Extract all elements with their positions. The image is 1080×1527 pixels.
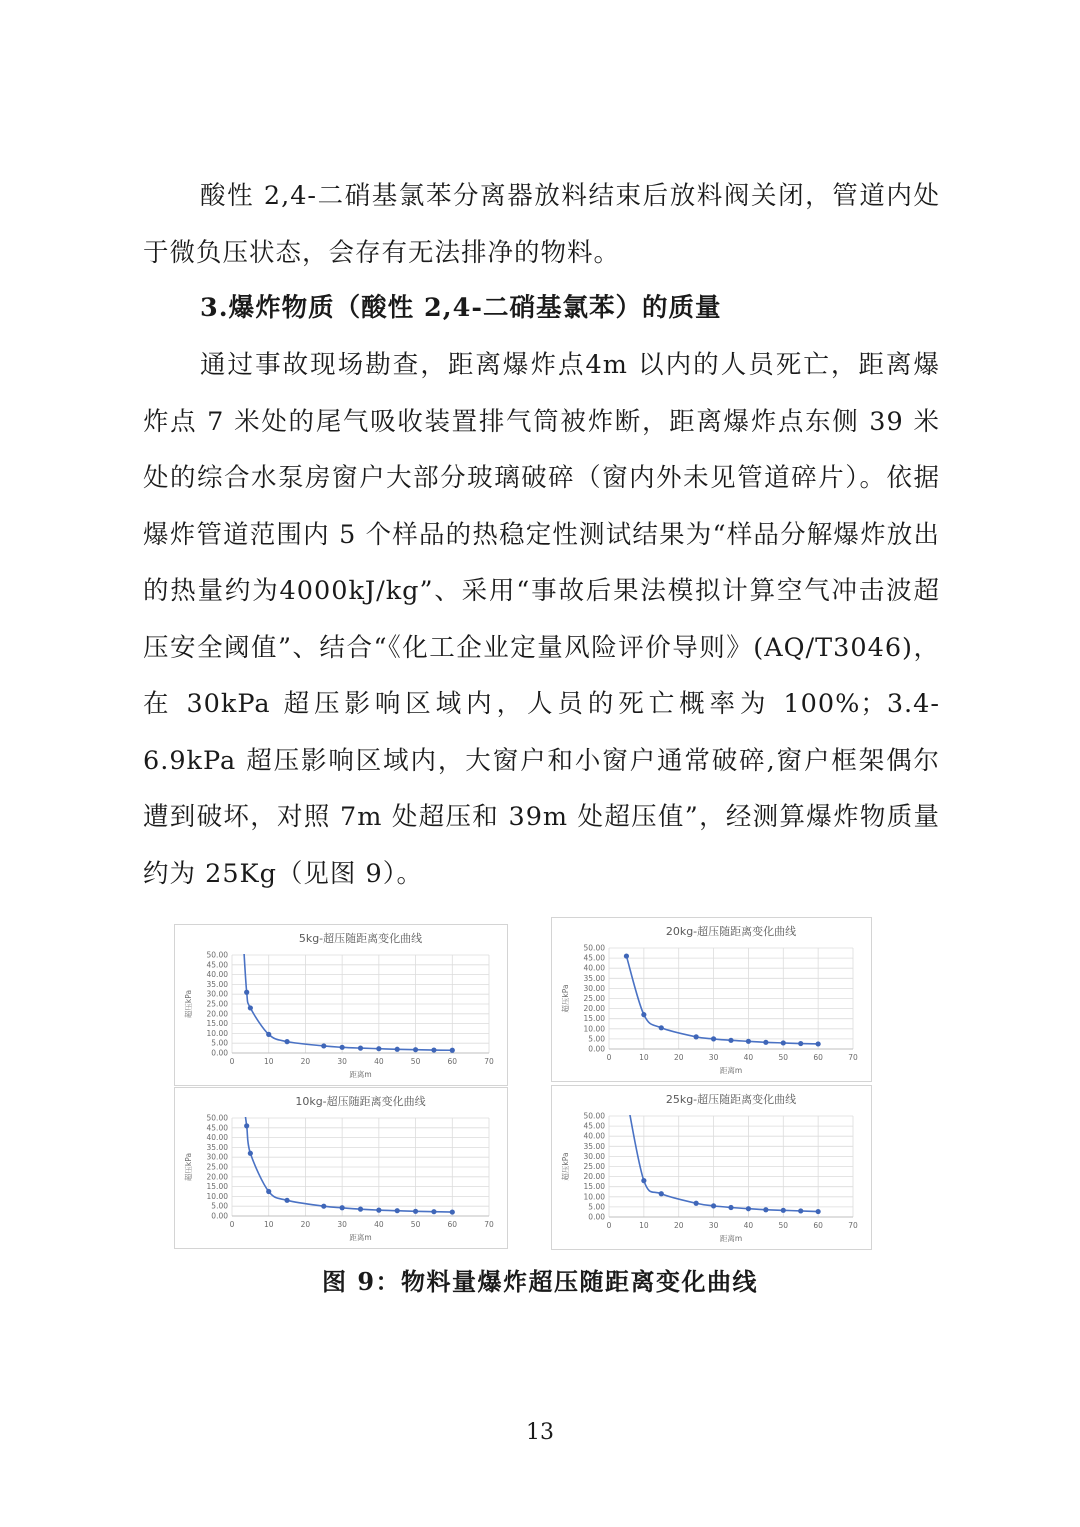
data-point [376, 1208, 381, 1213]
x-tick-label: 10 [639, 1053, 649, 1062]
y-tick-label: 0.00 [588, 1044, 605, 1054]
y-tick-label: 45.00 [583, 1121, 605, 1131]
data-point [284, 1198, 289, 1203]
x-tick-label: 50 [410, 1057, 421, 1066]
y-tick-label: 40.00 [583, 1131, 605, 1141]
y-axis-label: 超压kPa [184, 1152, 193, 1182]
chart-svg [175, 925, 507, 1085]
data-point [340, 1205, 345, 1210]
data-point [798, 1041, 803, 1046]
page-number: 13 [526, 1420, 554, 1445]
y-tick-label: 30.00 [583, 1151, 605, 1161]
y-tick-label: 30.00 [583, 983, 605, 993]
x-tick-label: 60 [813, 1221, 823, 1230]
data-point [781, 1040, 786, 1045]
y-tick-label: 45.00 [206, 1123, 228, 1133]
y-tick-label: 35.00 [583, 973, 605, 983]
x-tick-label: 0 [606, 1221, 612, 1230]
chart-5kg [174, 924, 508, 1086]
data-point [340, 1045, 345, 1050]
x-tick-label: 70 [848, 1053, 858, 1062]
y-tick-label: 0.00 [211, 1048, 228, 1058]
y-tick-label: 5.00 [211, 1201, 228, 1211]
x-tick-label: 10 [639, 1221, 649, 1230]
x-tick-label: 60 [447, 1220, 458, 1229]
chart-20kg [551, 917, 872, 1082]
y-tick-label: 10.00 [583, 1192, 605, 1202]
data-point [763, 1207, 768, 1212]
data-point [798, 1208, 803, 1213]
data-point [450, 1048, 455, 1053]
data-point [244, 990, 249, 995]
x-tick-label: 60 [813, 1053, 823, 1062]
chart-title: 25kg-超压随距离变化曲线 [665, 1093, 797, 1106]
x-axis-label: 距离m [719, 1234, 743, 1243]
data-point [746, 1206, 751, 1211]
data-point [641, 1012, 646, 1017]
y-tick-label: 10.00 [583, 1024, 605, 1034]
y-tick-label: 20.00 [583, 1172, 605, 1182]
x-tick-label: 70 [848, 1221, 858, 1230]
y-tick-label: 50.00 [206, 950, 228, 960]
data-point [376, 1046, 381, 1051]
data-point [358, 1207, 363, 1212]
x-tick-label: 70 [484, 1057, 494, 1066]
y-tick-label: 40.00 [206, 970, 228, 980]
chart-title: 10kg-超压随距离变化曲线 [295, 1095, 426, 1108]
x-tick-label: 30 [337, 1220, 347, 1229]
paragraph-discharge: 酸性 2,4-二硝基氯苯分离器放料结束后放料阀关闭，管道内处于微负压状态，会存有无法排净的物料。 [143, 181, 940, 268]
y-tick-label: 20.00 [206, 1009, 228, 1019]
y-tick-label: 30.00 [206, 989, 228, 999]
y-tick-label: 25.00 [583, 994, 605, 1003]
data-point [358, 1046, 363, 1051]
y-tick-label: 25.00 [206, 999, 228, 1009]
data-point [781, 1208, 786, 1213]
y-tick-label: 10.00 [206, 1191, 228, 1201]
x-tick-label: 30 [337, 1057, 347, 1066]
series-line [243, 1098, 452, 1212]
data-point [395, 1047, 400, 1052]
y-tick-label: 5.00 [588, 1034, 605, 1044]
x-tick-label: 40 [374, 1220, 384, 1229]
data-point [763, 1040, 768, 1045]
chart-title: 5kg-超压随距离变化曲线 [298, 932, 423, 945]
x-tick-label: 10 [263, 1220, 274, 1229]
y-tick-label: 25.00 [583, 1162, 605, 1171]
x-tick-label: 20 [673, 1221, 684, 1230]
data-point [321, 1043, 326, 1048]
data-point [659, 1025, 664, 1030]
x-tick-label: 0 [229, 1220, 235, 1229]
data-point [431, 1209, 436, 1214]
y-tick-label: 40.00 [206, 1133, 228, 1143]
chart-svg [175, 1088, 507, 1248]
x-tick-label: 20 [300, 1057, 311, 1066]
y-tick-label: 20.00 [583, 1004, 605, 1014]
chart-svg [552, 1086, 871, 1249]
x-tick-label: 0 [229, 1057, 235, 1066]
data-point [746, 1039, 751, 1044]
data-point [694, 1201, 699, 1206]
y-tick-label: 40.00 [583, 963, 605, 973]
y-tick-label: 15.00 [583, 1014, 605, 1024]
data-point [413, 1209, 418, 1214]
series-line [626, 1096, 818, 1212]
data-point [624, 1093, 629, 1098]
data-point [266, 1032, 271, 1037]
data-point [816, 1209, 821, 1214]
data-point [266, 1189, 271, 1194]
x-tick-label: 50 [778, 1221, 789, 1230]
chart-10kg [174, 1087, 508, 1249]
y-tick-label: 30.00 [206, 1152, 228, 1162]
data-point [248, 1151, 253, 1156]
x-axis-label: 距离m [719, 1066, 743, 1075]
y-tick-label: 45.00 [583, 953, 605, 963]
section-heading: 3.爆炸物质（酸性 2,4-二硝基氯苯）的质量 [200, 293, 722, 323]
data-point [728, 1205, 733, 1210]
data-point [694, 1034, 699, 1039]
x-tick-label: 0 [606, 1053, 612, 1062]
y-tick-label: 10.00 [206, 1028, 228, 1038]
data-point [240, 1096, 245, 1101]
y-tick-label: 35.00 [206, 1142, 228, 1152]
data-point [248, 1005, 253, 1010]
y-tick-label: 50.00 [583, 943, 605, 953]
x-tick-label: 40 [743, 1221, 754, 1230]
x-tick-label: 60 [447, 1057, 458, 1066]
paragraph-investigation: 通过事故现场勘查，距离爆炸点4m 以内的人员死亡，距离爆炸点 7 米处的尾气吸收装置排气筒被炸断，距离爆炸点东侧 39 米处的综合水泵房窗户大部分玻璃破碎（窗内外未见管道碎片）。依据爆炸管道范围内 5 个样品的热稳定性测试结果为“样品分解爆炸放出的热量约为4000kJ/kg”、采用“事故后果法模拟计算空气冲击波超压安全阈值”、结合“《化工企业定量风险评价导则》(AQ/T3046)，在 30kPa 超压影响区域内，人员的死亡概率为 100%；3.4-6.9kPa 超压影响区域内，大窗户和小窗户通常破碎,窗户框架偶尔遭到破坏，对照 7m 处超压和 39m 处超压值”，经测算爆炸物质量约为 25Kg（见图 9）。 [143, 350, 940, 889]
y-tick-label: 35.00 [583, 1141, 605, 1151]
x-tick-label: 20 [300, 1220, 311, 1229]
x-tick-label: 30 [708, 1221, 719, 1230]
series-line [626, 956, 818, 1044]
data-point [431, 1047, 436, 1052]
data-point [728, 1038, 733, 1043]
data-point [659, 1191, 664, 1196]
data-point [816, 1041, 821, 1046]
y-axis-label: 超压kPa [561, 1152, 570, 1181]
data-point [711, 1203, 716, 1208]
y-tick-label: 50.00 [206, 1113, 228, 1123]
chart-25kg [551, 1085, 872, 1250]
y-axis-label: 超压kPa [184, 989, 193, 1019]
x-tick-label: 50 [778, 1053, 789, 1062]
data-point [641, 1178, 646, 1183]
x-tick-label: 20 [673, 1053, 684, 1062]
y-tick-label: 50.00 [583, 1111, 605, 1121]
chart-title: 20kg-超压随距离变化曲线 [665, 925, 797, 938]
y-tick-label: 25.00 [206, 1162, 228, 1172]
y-tick-label: 5.00 [588, 1202, 605, 1212]
y-tick-label: 0.00 [211, 1211, 228, 1221]
data-point [624, 953, 629, 958]
data-point [321, 1204, 326, 1209]
y-tick-label: 20.00 [206, 1172, 228, 1182]
x-tick-label: 70 [484, 1220, 494, 1229]
x-axis-label: 距离m [349, 1233, 372, 1242]
x-axis-label: 距离m [349, 1070, 372, 1079]
x-tick-label: 40 [374, 1057, 384, 1066]
y-tick-label: 15.00 [206, 1019, 228, 1029]
y-tick-label: 15.00 [206, 1182, 228, 1192]
data-point [413, 1047, 418, 1052]
data-point [450, 1209, 455, 1214]
y-tick-label: 35.00 [206, 979, 228, 989]
y-tick-label: 45.00 [206, 960, 228, 970]
x-tick-label: 10 [263, 1057, 274, 1066]
chart-svg [552, 918, 871, 1081]
x-tick-label: 40 [743, 1053, 754, 1062]
data-point [395, 1208, 400, 1213]
y-tick-label: 0.00 [588, 1212, 605, 1222]
data-point [284, 1039, 289, 1044]
x-tick-label: 50 [410, 1220, 421, 1229]
y-tick-label: 5.00 [211, 1038, 228, 1048]
data-point [244, 1123, 249, 1128]
x-tick-label: 30 [708, 1053, 719, 1062]
data-point [240, 933, 245, 938]
y-axis-label: 超压kPa [561, 984, 570, 1013]
figure-caption: 图 9：物料量爆炸超压随距离变化曲线 [321, 1267, 759, 1296]
y-tick-label: 15.00 [583, 1182, 605, 1192]
data-point [711, 1036, 716, 1041]
